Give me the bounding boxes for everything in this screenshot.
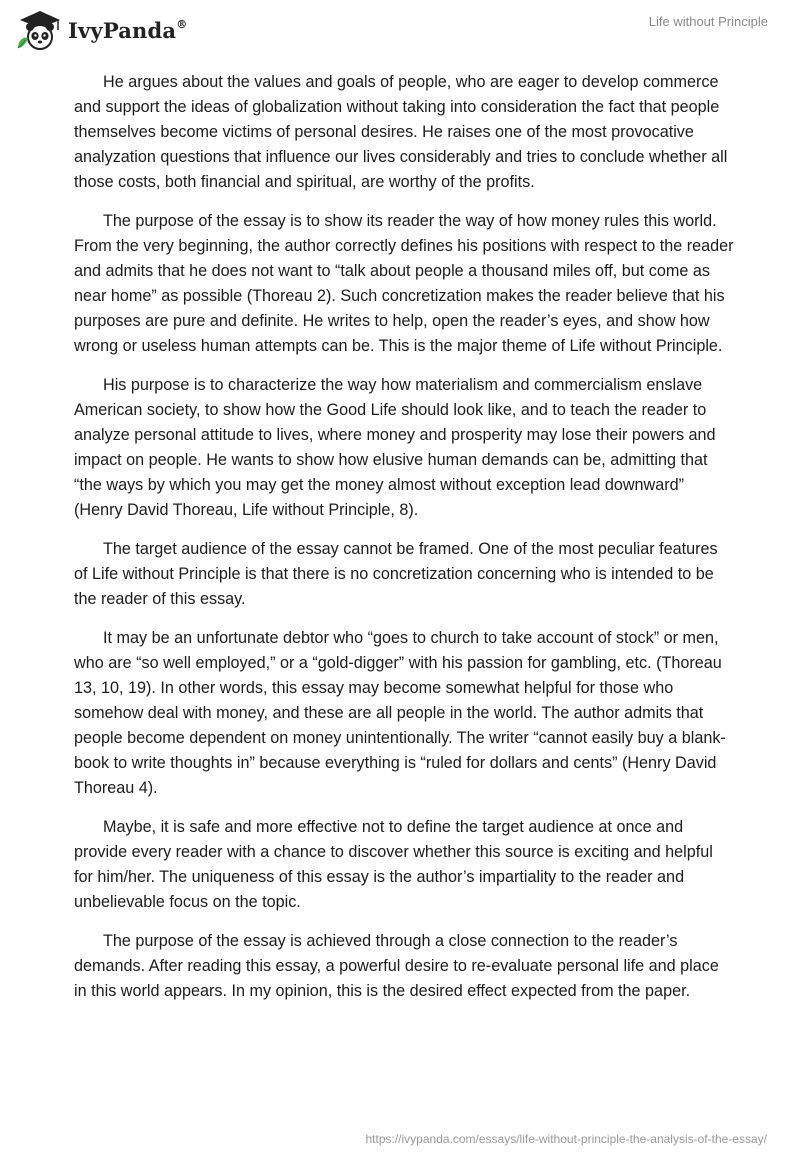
panda-graduate-icon [14,8,62,52]
paragraph-6: Maybe, it is safe and more effective not to define the target audience at once and provide every reader with a chance to discover whether this source is exciting and helpful for him/her. The uniqueness of this essay is the author’s impartiality to the reader and unbelievable focus on the topic. [74,818,713,911]
paragraph-4: The target audience of the essay cannot be framed. One of the most peculiar features of Life without Principle is that there is no concretization concerning who is intended to be the reader of this essay. [74,540,718,608]
paragraph-5: It may be an unfortunate debtor who “goes to church to take account of stock” or men, who are “so well employed,” or a “gold-digger” with his passion for gambling, etc. (Thoreau 13, 10, 19). In other words, this essay may become somewhat helpful for those who somehow deal with money, and these are all people in the world. The author admits that people become dependent on money unintentionally. The writer “cannot easily buy a blank-book to write thoughts in” because everything is “ruled for dollars and cents” (Henry David Thoreau 4). [74,629,726,797]
paragraph-2: The purpose of the essay is to show its reader the way of how money rules this world. From the very beginning, the author correctly defines his positions with respect to the reader and admits that he does not want to “talk about people a thousand miles off, but come as near home” as possible (Thoreau 2). Such concretization makes the reader believe that his purposes are pure and definite. He writes to help, open the reader’s eyes, and show how wrong or useless human attempts can be. This is the major theme of Life without Principle. [74,212,734,355]
paragraph-1: He argues about the values and goals of people, who are eager to develop commerce and support the ideas of globalization without taking into consideration the fact that people themselves become victims of personal desires. He raises one of the most provocative analyzation questions that influence our lives considerably and tries to conclude whether all those costs, both financial and spiritual, are worthy of the profits. [74,73,728,191]
brand-name: IvyPanda® [68,17,188,43]
ivypanda-logo[interactable] [14,8,187,52]
page-header [0,0,800,60]
essay-body [74,70,734,1018]
paragraph-7: The purpose of the essay is achieved through a close connection to the reader’s demands. After reading this essay, a powerful desire to re-evaluate personal life and place in this world appears. In my opinion, this is the desired effect expected from the paper. [74,932,719,1000]
document-title: Life without Principle [648,14,768,29]
paragraph-3: His purpose is to characterize the way how materialism and commercialism enslave American society, to show how the Good Life should look like, and to teach the reader to analyze personal attitude to lives, where money and prosperity may lose their powers and impact on people. He wants to show how elusive human demands can be, admitting that “the ways by which you may get the money almost without exception lead downward” (Henry David Thoreau, Life without Principle, 8). [74,376,716,519]
source-url-link[interactable]: https://ivypanda.com/essays/life-without-principle-the-analysis-of-the-essay/ [365,1132,767,1146]
